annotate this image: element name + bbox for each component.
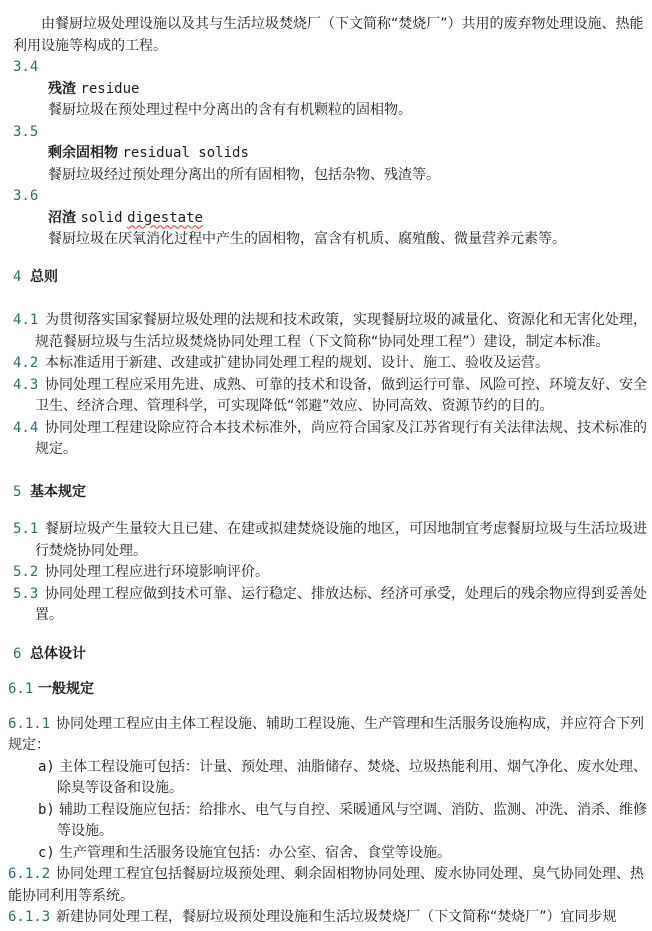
list-item-text: 生产管理和生活服务设施宜包括：办公室、宿舍、食堂等设施。 [59,844,451,861]
section-5-number: 5 [13,483,22,500]
term-number: 3.6 [13,188,39,204]
clause-text: 协同处理工程应做到技术可靠、运行稳定、排放达标、经济可承受，处理后的残余物应得到妥善处置。 [35,585,647,623]
clause-6-1-2 [8,864,648,907]
term-definition: 餐厨垃圾经过预处理分离出的所有固相物，包括杂物、残渣等。 [48,166,440,183]
term-name-en: solid [80,209,123,226]
spellcheck-flagged-word: digestate [127,209,203,226]
clause-text: 协同处理工程应由主体工程设施、辅助工程设施、生产管理和生活服务设施构成，并应符合下列规定： [8,715,644,753]
section-6-1-heading [8,679,648,701]
term-name [13,208,648,230]
term-name-cn: 沼渣 [48,209,76,226]
clause-4-4 [13,418,648,461]
term-block-3-6 [13,186,648,251]
term-definition: 餐厨垃圾在厌氧消化过程中产生的固相物，富含有机质、腐殖酸、微量营养元素等。 [48,231,566,247]
section-6-1-number: 6.1 [8,681,34,697]
term-block-3-4 [13,57,648,122]
term-number: 3.5 [13,123,39,140]
section-6-1-title: 一般规定 [38,681,94,697]
clause-text: 协同处理工程宜包括餐厨垃圾预处理、剩余固相物协同处理、废水协同处理、臭气协同处理、热能协同利用等系统。 [8,866,644,904]
term-name [13,79,648,101]
term-definition: 餐厨垃圾在预处理过程中分离出的含有有机颗粒的固相物。 [48,102,412,118]
list-item-letter: b) [38,801,55,818]
clause-5-3 [13,584,648,627]
clause-text: 协同处理工程应采用先进、成熟、可靠的技术和设备，做到运行可靠、风险可控、环境友好、安全卫生、经济合理、管理科学，可实现降低“邻避”效应、协同高效、资源节约的目的。 [35,376,647,414]
clause-text: 餐厨垃圾产生量较大且已建、在建或拟建焚烧设施的地区，可因地制宜考虑餐厨垃圾与生活垃圾进行焚烧协同处理。 [35,521,647,559]
clause-text: 本标准适用于新建、改建或扩建协同处理工程的规划、设计、施工、验收及运营。 [45,355,549,371]
term-name-en: residual solids [122,145,249,161]
section-5-heading [13,482,648,504]
clause-text: 新建协同处理工程，餐厨垃圾预处理设施和生活垃圾焚烧厂（下文简称“焚烧厂”）宜同步规 [56,909,617,925]
clause-6-1-1 [8,714,648,757]
section-5-title: 基本规定 [30,483,86,500]
clause-text: 协同处理工程应进行环境影响评价。 [45,564,269,580]
clause-number: 6.1.3 [8,909,51,925]
section-4-number: 4 [13,268,22,285]
term-name-en: residue [80,80,140,97]
clause-number: 6.1.1 [8,715,51,732]
list-item-letter: a) [38,758,55,775]
section-4-heading [13,267,648,289]
section-4-title: 总则 [30,268,58,285]
list-item-text: 辅助工程设施应包括：给排水、电气与自控、采暖通风与空调、消防、监测、冲洗、消杀、维修等设施。 [57,801,647,839]
clause-text: 为贯彻落实国家餐厨垃圾处理的法规和技术政策，实现餐厨垃圾的减量化、资源化和无害化处理，规范餐厨垃圾与生活垃圾焚烧协同处理工程（下文简称“协同处理工程”）建设，制定本标准。 [35,312,647,350]
section-6-title: 总体设计 [30,645,86,662]
list-item-text: 主体工程设施可包括：计量、预处理、油脂储存、焚烧、垃圾热能利用、烟气净化、废水处理、除臭等设备和设施。 [57,758,647,796]
clause-number: 5.3 [13,585,39,602]
clause-4-2 [13,353,648,375]
section-4-clauses [13,310,648,461]
clause-number: 4.3 [13,376,39,393]
intro-paragraph: 由餐厨垃圾处理设施以及其与生活垃圾焚烧厂（下文简称“焚烧厂”）共用的废弃物处理设施、热能利用设施等构成的工程。 [13,16,644,54]
term-name [13,143,648,165]
clause-6-1-1-list [13,757,648,865]
clause-6-1-3 [8,907,648,929]
term-number: 3.4 [13,59,39,75]
clause-number: 4.1 [13,312,39,328]
clause-5-1 [13,519,648,562]
term-name-cn: 残渣 [48,80,76,97]
clause-4-1 [13,310,648,353]
clause-number: 6.1.2 [8,866,51,882]
list-item-c [13,843,648,865]
list-item-letter: c) [38,844,55,861]
clause-number: 4.4 [13,419,39,436]
term-name-cn: 剩余固相物 [48,145,118,161]
clause-number: 5.2 [13,564,39,580]
clause-number: 4.2 [13,355,39,371]
list-item-a [13,757,648,800]
clause-4-3 [13,375,648,418]
section-5-clauses [13,519,648,627]
clause-5-2 [13,562,648,584]
clause-text: 协同处理工程建设除应符合本技术标准外，尚应符合国家及江苏省现行有关法律法规、技术标准的规定。 [35,419,647,457]
section-6-heading [13,644,648,666]
clause-number: 5.1 [13,521,39,537]
term-block-3-5 [13,122,648,187]
list-item-b [13,800,648,843]
section-6-number: 6 [13,645,22,662]
